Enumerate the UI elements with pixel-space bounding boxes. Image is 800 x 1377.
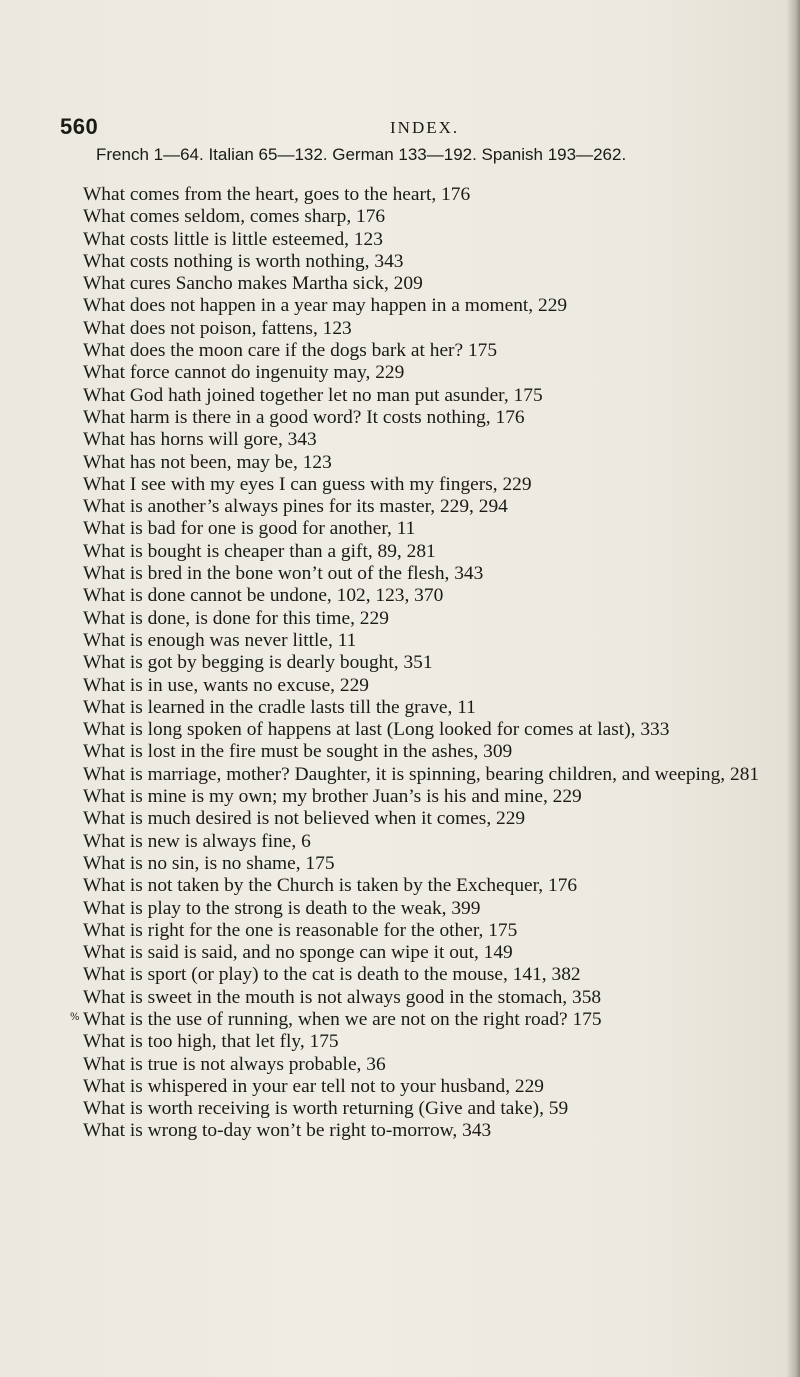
index-entry: What is bred in the bone won’t out of the flesh, 343 xyxy=(83,563,484,585)
index-entry: What costs nothing is worth nothing, 343 xyxy=(83,250,404,272)
index-entry: What is sweet in the mouth is not always good in the stomach, 358 xyxy=(83,986,602,1008)
index-entry: What costs little is little esteemed, 123 xyxy=(83,228,383,250)
index-entry: What is whispered in your ear tell not to your husband, 229 xyxy=(83,1075,544,1097)
index-entry: What is got by begging is dearly bought, 351 xyxy=(83,652,433,674)
index-entry: What is much desired is not believed when it comes, 229 xyxy=(83,808,526,830)
index-entry: What harm is there in a good word? It costs nothing, 176 xyxy=(83,406,525,428)
index-entry: What is play to the strong is death to the weak, 399 xyxy=(83,897,481,919)
index-entry: What is right for the one is reasonable for the other, 175 xyxy=(83,919,518,941)
index-entry-list xyxy=(83,184,773,1143)
running-head: INDEX. xyxy=(390,118,460,137)
index-entry: What is too high, that let fly, 175 xyxy=(83,1031,339,1053)
page-header xyxy=(60,114,760,144)
index-entry: What is lost in the fire must be sought in the ashes, 309 xyxy=(83,741,513,763)
index-entry: What God hath joined together let no man put asunder, 175 xyxy=(83,384,543,406)
index-entry: What is done, is done for this time, 229 xyxy=(83,607,389,629)
index-entry: What is bought is cheaper than a gift, 89, 281 xyxy=(83,540,436,562)
index-entry: What comes seldom, comes sharp, 176 xyxy=(83,206,386,228)
stray-print-mark: % xyxy=(70,1012,80,1023)
index-entry: What has horns will gore, 343 xyxy=(83,429,317,451)
index-entry: What does not poison, fattens, 123 xyxy=(83,317,352,339)
index-entry: What is another’s always pines for its master, 229, 294 xyxy=(83,496,508,518)
index-entry: What force cannot do ingenuity may, 229 xyxy=(83,362,405,384)
index-entry: What cures Sancho makes Martha sick, 209 xyxy=(83,273,423,295)
index-entry: What is no sin, is no shame, 175 xyxy=(83,852,335,874)
index-entry: What is true is not always probable, 36 xyxy=(83,1053,386,1075)
index-entry: What is mine is my own; my brother Juan’s is his and mine, 229 xyxy=(83,786,582,808)
index-entry: What comes from the heart, goes to the heart, 176 xyxy=(83,184,471,205)
index-entry: What is wrong to-day won’t be right to-morrow, 343 xyxy=(83,1120,492,1142)
page-number: 560 xyxy=(60,114,99,139)
index-entry: What is in use, wants no excuse, 229 xyxy=(83,674,369,696)
index-entry: What is said is said, and no sponge can wipe it out, 149 xyxy=(83,942,513,964)
index-entry: What is sport (or play) to the cat is death to the mouse, 141, 382 xyxy=(83,964,581,986)
page-edge-shadow xyxy=(786,0,800,1377)
index-entry: What is not taken by the Church is taken by the Exchequer, 176 xyxy=(83,875,578,897)
language-ranges-line: French 1—64. Italian 65—132. German 133—192. Spanish 193—262. xyxy=(96,145,627,164)
index-entry: What does not happen in a year may happen in a moment, 229 xyxy=(83,295,568,317)
index-entry: What is learned in the cradle lasts till the grave, 11 xyxy=(83,696,476,718)
index-entry: What is done cannot be undone, 102, 123, 370 xyxy=(83,585,444,607)
index-entry: What is marriage, mother? Daughter, it is spinning, bearing children, and weeping, 281 xyxy=(83,763,760,785)
index-entry: What has not been, may be, 123 xyxy=(83,451,332,473)
index-entry: What is worth receiving is worth returning (Give and take), 59 xyxy=(83,1098,569,1120)
index-entry: What is new is always fine, 6 xyxy=(83,830,311,852)
index-entry: What is enough was never little, 11 xyxy=(83,629,357,651)
index-entry: What does the moon care if the dogs bark at her? 175 xyxy=(83,340,498,362)
index-entry: What is bad for one is good for another, 11 xyxy=(83,518,416,540)
index-entry: What I see with my eyes I can guess with my fingers, 229 xyxy=(83,473,532,495)
index-entry: What is long spoken of happens at last (Long looked for comes at last), 333 xyxy=(83,719,670,741)
index-entry: What is the use of running, when we are not on the right road? 175 xyxy=(83,1008,602,1030)
